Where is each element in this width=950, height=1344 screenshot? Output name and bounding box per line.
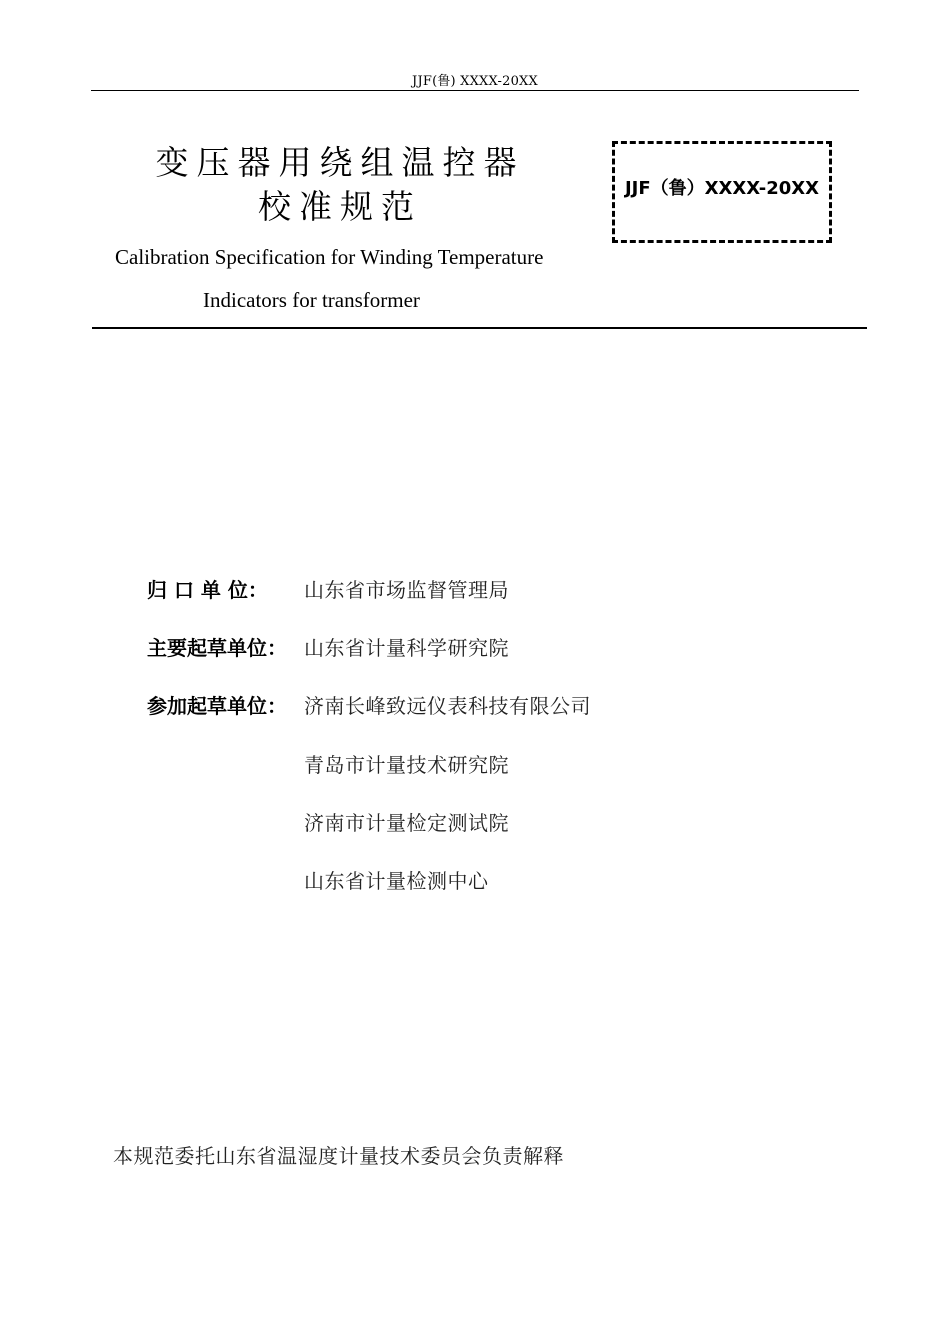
participating-drafter-label: 参加起草单位：	[147, 693, 287, 718]
title-divider	[92, 327, 867, 329]
header-divider	[91, 90, 859, 91]
participating-drafter-item: 山东省计量检测中心	[304, 869, 489, 893]
responsible-unit-row	[147, 573, 509, 603]
header-standard-code: JJF(鲁) XXXX-20XX	[412, 74, 538, 89]
main-drafter-label: 主要起草单位：	[147, 635, 287, 660]
title-english-line1: Calibration Specification for Winding Temperature	[115, 245, 544, 269]
participating-drafter-item: 济南市计量检定测试院	[304, 811, 509, 835]
title-chinese-line1: 变压器用绕组温控器	[155, 143, 525, 182]
responsible-unit-label: 归 口 单 位：	[147, 577, 268, 602]
standard-code-text: JJF（鲁）XXXX-20XX	[624, 178, 819, 199]
main-drafter-row	[147, 631, 509, 661]
standard-code-box	[612, 141, 832, 243]
title-english-line2: Indicators for transformer	[203, 288, 420, 312]
interpretation-note: 本规范委托山东省温湿度计量技术委员会负责解释	[113, 1144, 564, 1168]
participating-drafter-item: 青岛市计量技术研究院	[304, 753, 509, 777]
responsible-unit-value: 山东省市场监督管理局	[304, 577, 509, 602]
participating-drafter-item: 济南长峰致远仪表科技有限公司	[304, 693, 591, 718]
main-drafter-value: 山东省计量科学研究院	[304, 635, 509, 660]
participating-drafter-row	[147, 689, 591, 719]
title-chinese-line2: 校准规范	[258, 187, 422, 226]
